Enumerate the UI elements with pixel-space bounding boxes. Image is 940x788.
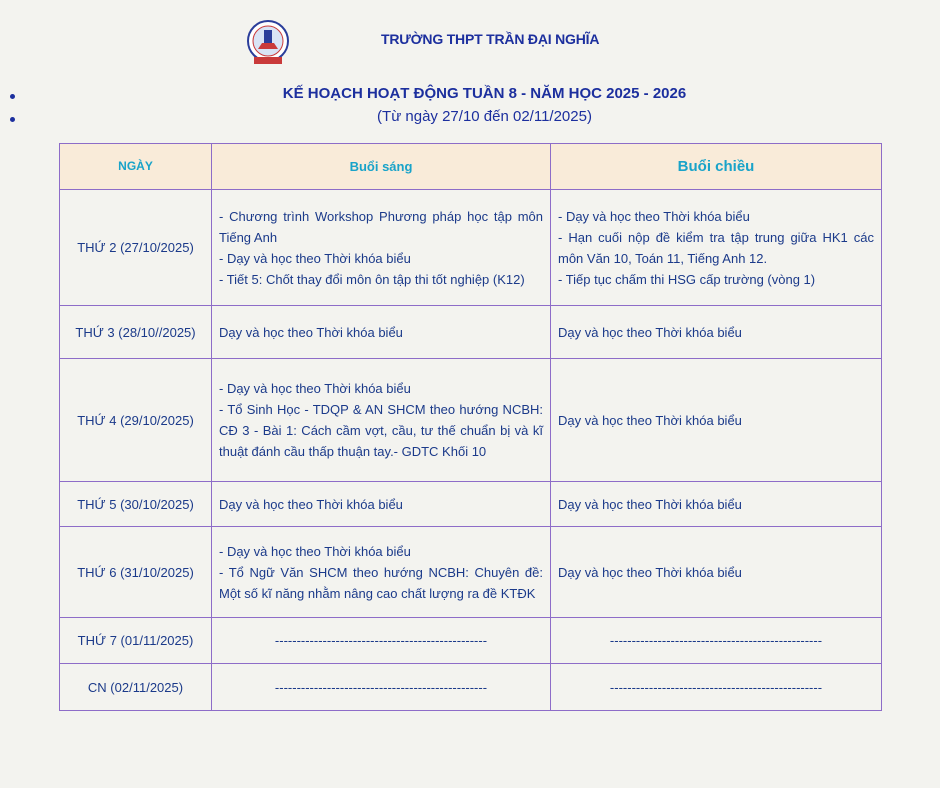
morning-cell (212, 190, 551, 306)
school-emblem-icon (244, 19, 292, 67)
morning-activity: ------------------------------------------------- (274, 679, 488, 695)
morning-activity: - Tổ Sinh Học - TDQP & AN SHCM theo hướng NCBH: CĐ 3 - Bài 1: Cách cầm vợt, cầu, tư thế chuẩn bị và kĩ thuật đánh cầu thấp thuận tay.- GDTC Khối 10 (219, 402, 543, 459)
afternoon-activity: ------------------------------------------------- (609, 633, 823, 648)
morning-activity: - Dạy và học theo Thời khóa biểu (219, 250, 411, 266)
table-body (60, 190, 882, 711)
morning-activity: Dạy và học theo Thời khóa biểu (219, 324, 403, 340)
afternoon-cell (551, 664, 882, 711)
day-cell: CN (02/11/2025) (60, 664, 212, 711)
day-cell: THỨ 6 (31/10/2025) (60, 527, 212, 618)
table-row (60, 190, 882, 306)
morning-activity: ------------------------------------------------- (274, 633, 488, 648)
afternoon-activity: Dạy và học theo Thời khóa biểu (558, 564, 742, 580)
table-row (60, 482, 882, 527)
table-header-row (60, 144, 882, 190)
table-row (60, 664, 882, 711)
morning-activity: - Tiết 5: Chốt thay đổi môn ôn tập thi tốt nghiệp (K12) (219, 271, 525, 287)
table-row (60, 359, 882, 482)
table-row (60, 527, 882, 618)
morning-cell (212, 306, 551, 359)
afternoon-activity: - Dạy và học theo Thời khóa biểu (558, 208, 750, 224)
afternoon-cell (551, 306, 882, 359)
morning-cell (212, 664, 551, 711)
page-title: KẾ HOẠCH HOẠT ĐỘNG TUẦN 8 - NĂM HỌC 2025 - 2026 (282, 85, 687, 102)
day-cell: THỨ 7 (01/11/2025) (60, 618, 212, 664)
morning-cell (212, 482, 551, 527)
table-row (60, 618, 882, 664)
afternoon-cell (551, 618, 882, 664)
morning-activity: - Dạy và học theo Thời khóa biểu (219, 381, 411, 396)
morning-activity: - Tổ Ngữ Văn SHCM theo hướng NCBH: Chuyên đề: Một số kĩ năng nhằm nâng cao chất lượng ra đề KTĐK (219, 564, 543, 601)
morning-activity: - Dạy và học theo Thời khóa biểu (219, 543, 411, 559)
afternoon-cell (551, 190, 882, 306)
afternoon-activity: Dạy và học theo Thời khóa biểu (558, 412, 742, 428)
afternoon-cell (551, 527, 882, 618)
column-header-afternoon: Buổi chiều (551, 144, 882, 190)
morning-cell (212, 618, 551, 664)
school-name: TRƯỜNG THPT TRẦN ĐẠI NGHĨA (381, 31, 600, 47)
afternoon-cell (551, 359, 882, 482)
afternoon-activity: - Tiếp tục chấm thi HSG cấp trường (vòng 1) (558, 271, 816, 287)
afternoon-activity: ------------------------------------------------- (609, 679, 823, 695)
afternoon-activity: - Hạn cuối nộp đề kiểm tra tập trung giữa HK1 các môn Văn 10, Toán 11, Tiếng Anh 12. (558, 229, 874, 266)
afternoon-cell (551, 482, 882, 527)
column-header-day: NGÀY (60, 144, 212, 190)
day-cell: THỨ 3 (28/10//2025) (60, 306, 212, 359)
page-subtitle: (Từ ngày 27/10 đến 02/11/2025) (377, 108, 592, 125)
day-cell: THỨ 5 (30/10/2025) (60, 482, 212, 527)
column-header-morning: Buổi sáng (212, 144, 551, 190)
afternoon-activity: Dạy và học theo Thời khóa biểu (558, 496, 742, 512)
table-row (60, 306, 882, 359)
afternoon-activity: Dạy và học theo Thời khóa biểu (558, 324, 742, 340)
morning-activity: Dạy và học theo Thời khóa biểu (219, 496, 403, 512)
schedule-table (59, 143, 882, 711)
day-cell: THỨ 2 (27/10/2025) (60, 190, 212, 306)
morning-cell (212, 527, 551, 618)
morning-cell (212, 359, 551, 482)
day-cell: THỨ 4 (29/10/2025) (60, 359, 212, 482)
morning-activity: - Chương trình Workshop Phương pháp học tập môn Tiếng Anh (219, 208, 543, 245)
